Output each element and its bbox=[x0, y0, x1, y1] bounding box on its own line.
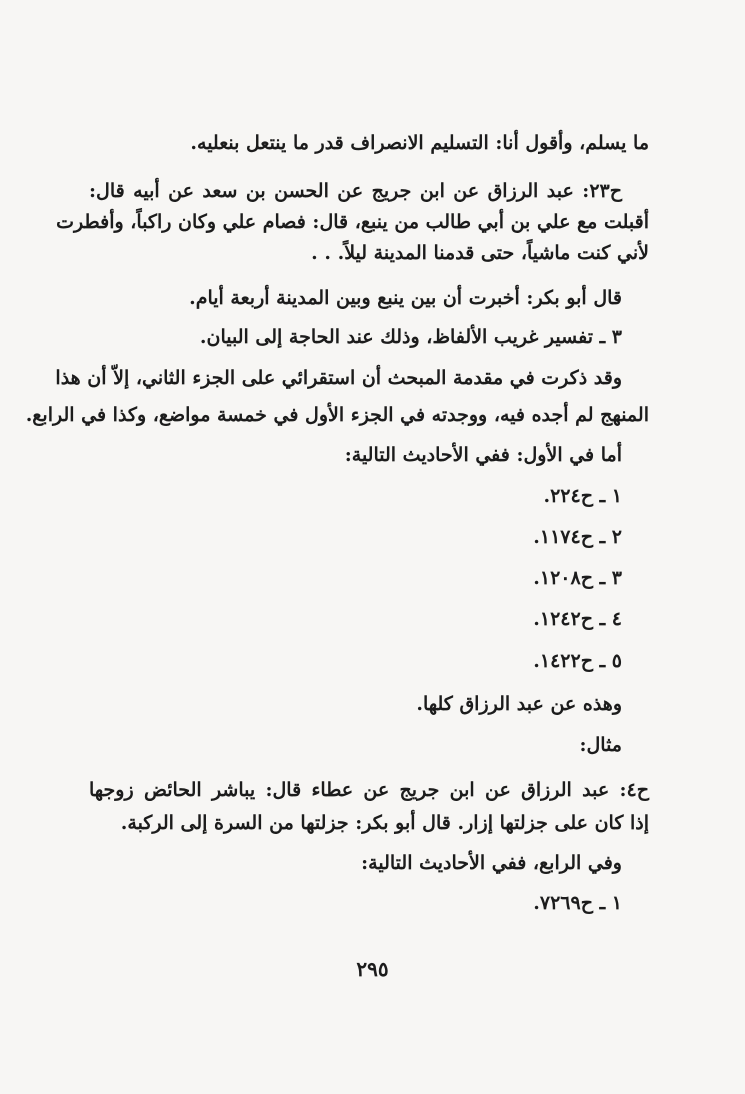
example-label: مثال: bbox=[579, 734, 622, 756]
list-item: ٢ ـ ح١١٧٤. bbox=[533, 526, 622, 548]
hadith-23-line-3: لأني كنت ماشياً، حتى قدمنا المدينة ليلاً. . . bbox=[311, 242, 649, 264]
hadith-4-line-1: ح٤: عبد الرزاق عن ابن جريج عن عطاء قال: يباشر الحائض زوجها bbox=[89, 779, 649, 801]
hadith-23-line-1: ح٢٣: عبد الرزاق عن ابن جريج عن الحسن بن سعد عن أبيه قال: bbox=[89, 180, 622, 202]
list-item: ١ ـ ح٧٢٦٩. bbox=[533, 892, 622, 914]
page-number: ٢٩٥ bbox=[356, 957, 389, 981]
list-item: ٣ ـ ح١٢٠٨. bbox=[533, 567, 622, 589]
list-item: ٥ ـ ح١٤٢٢. bbox=[533, 650, 622, 672]
summary-line: وهذه عن عبد الرزاق كلها. bbox=[416, 693, 622, 715]
first-part-heading: أما في الأول: ففي الأحاديث التالية: bbox=[344, 444, 622, 466]
abu-bakr-note: قال أبو بكر: أخبرت أن بين ينبع وبين المدينة أربعة أيام. bbox=[189, 287, 622, 309]
paragraph-line-2: المنهج لم أجده فيه، ووجدته في الجزء الأول في خمسة مواضع، وكذا في الرابع. bbox=[25, 404, 649, 426]
list-item: ١ ـ ح٢٢٤. bbox=[543, 485, 622, 507]
section-heading-3: ٣ ـ تفسير غريب الألفاظ، وذلك عند الحاجة إلى البيان. bbox=[199, 326, 622, 348]
paragraph-line-1: وقد ذكرت في مقدمة المبحث أن استقرائي على الجزء الثاني، إلاّ أن هذا bbox=[55, 367, 622, 389]
hadith-4-line-2: إذا كان على جزلتها إزار. قال أبو بكر: جزلتها من السرة إلى الركبة. bbox=[120, 812, 649, 834]
hadith-23-line-2: أقبلت مع علي بن أبي طالب من ينبع، قال: فصام علي وكان راكباً، وأفطرت bbox=[56, 211, 649, 233]
text-line-1: ما يسلم، وأقول أنا: التسليم الانصراف قدر ما ينتعل بنعليه. bbox=[190, 132, 649, 154]
list-item: ٤ ـ ح١٢٤٢. bbox=[533, 608, 622, 630]
fourth-part-heading: وفي الرابع، ففي الأحاديث التالية: bbox=[361, 852, 622, 874]
